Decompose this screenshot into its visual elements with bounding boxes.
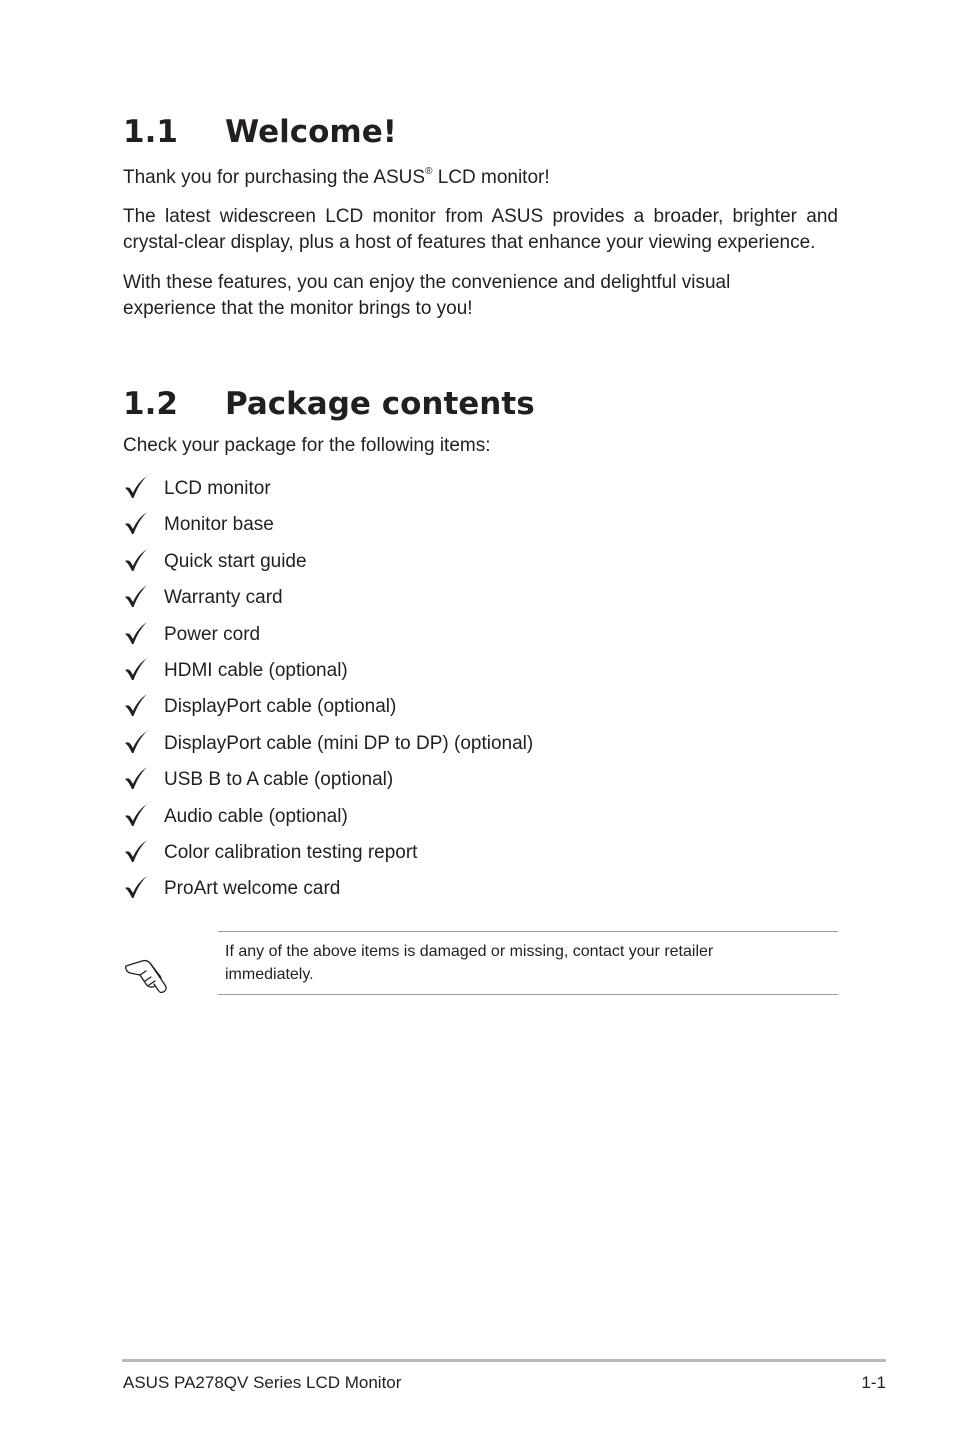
checklist-item-label: DisplayPort cable (mini DP to DP) (optional) bbox=[164, 732, 534, 754]
checklist-item-label: Power cord bbox=[164, 623, 261, 645]
checklist-item-label: Monitor base bbox=[164, 514, 274, 536]
footer-title: ASUS PA278QV Series LCD Monitor bbox=[123, 1373, 402, 1392]
registered-mark: ® bbox=[425, 166, 433, 177]
pointing-hand-icon bbox=[124, 954, 170, 996]
features-paragraph bbox=[123, 270, 838, 322]
section-title: Welcome! bbox=[225, 114, 397, 150]
checklist-item-label: Audio cable (optional) bbox=[164, 805, 348, 827]
checklist-item-label: Warranty card bbox=[164, 587, 283, 609]
section-number: 1.2 bbox=[123, 386, 178, 422]
checklist-item-label: LCD monitor bbox=[164, 478, 271, 499]
section-title: Package contents bbox=[225, 386, 535, 422]
checklist-item-label: Quick start guide bbox=[164, 550, 307, 572]
checklist-item-label: DisplayPort cable (optional) bbox=[164, 696, 397, 718]
section-number: 1.1 bbox=[123, 114, 178, 150]
check-icon bbox=[123, 874, 149, 900]
note-text bbox=[225, 940, 825, 986]
package-intro: Check your package for the following items: bbox=[123, 435, 491, 456]
check-icon bbox=[123, 620, 149, 646]
check-icon bbox=[123, 583, 149, 609]
check-icon bbox=[123, 765, 149, 791]
check-icon bbox=[123, 692, 149, 718]
checklist-item-label: Color calibration testing report bbox=[164, 841, 418, 863]
note-top-rule bbox=[218, 931, 838, 932]
section-heading-welcome bbox=[123, 114, 397, 150]
welcome-paragraph: The latest widescreen LCD monitor from ASUS provides a broader, brighter and crystal-clear display, plus a host of features that enhance your viewing experience. bbox=[123, 206, 838, 253]
note-line-1: If any of the above items is damaged or missing, contact your retailer bbox=[225, 943, 714, 960]
features-line-1: With these features, you can enjoy the convenience and delightful visual bbox=[123, 272, 731, 293]
checklist-item-label: USB B to A cable (optional) bbox=[164, 769, 394, 791]
page-number: 1-1 bbox=[861, 1373, 886, 1392]
check-icon bbox=[123, 729, 149, 755]
check-icon bbox=[123, 474, 149, 500]
features-line-2: experience that the monitor brings to you! bbox=[123, 298, 473, 319]
check-icon bbox=[123, 802, 149, 828]
section-heading-package-contents bbox=[123, 386, 535, 422]
footer-rule bbox=[122, 1359, 886, 1362]
checklist-item-label: HDMI cable (optional) bbox=[164, 659, 348, 681]
checklist-item-label: ProArt welcome card bbox=[164, 878, 341, 900]
note-line-2: immediately. bbox=[225, 966, 314, 983]
check-icon bbox=[123, 656, 149, 682]
check-icon bbox=[123, 510, 149, 536]
intro-text: Thank you for purchasing the ASUS bbox=[123, 167, 426, 188]
welcome-intro bbox=[123, 165, 838, 191]
check-icon bbox=[123, 547, 149, 573]
check-icon bbox=[123, 838, 149, 864]
note-bottom-rule bbox=[218, 994, 838, 995]
intro-text-end: LCD monitor! bbox=[432, 167, 550, 188]
